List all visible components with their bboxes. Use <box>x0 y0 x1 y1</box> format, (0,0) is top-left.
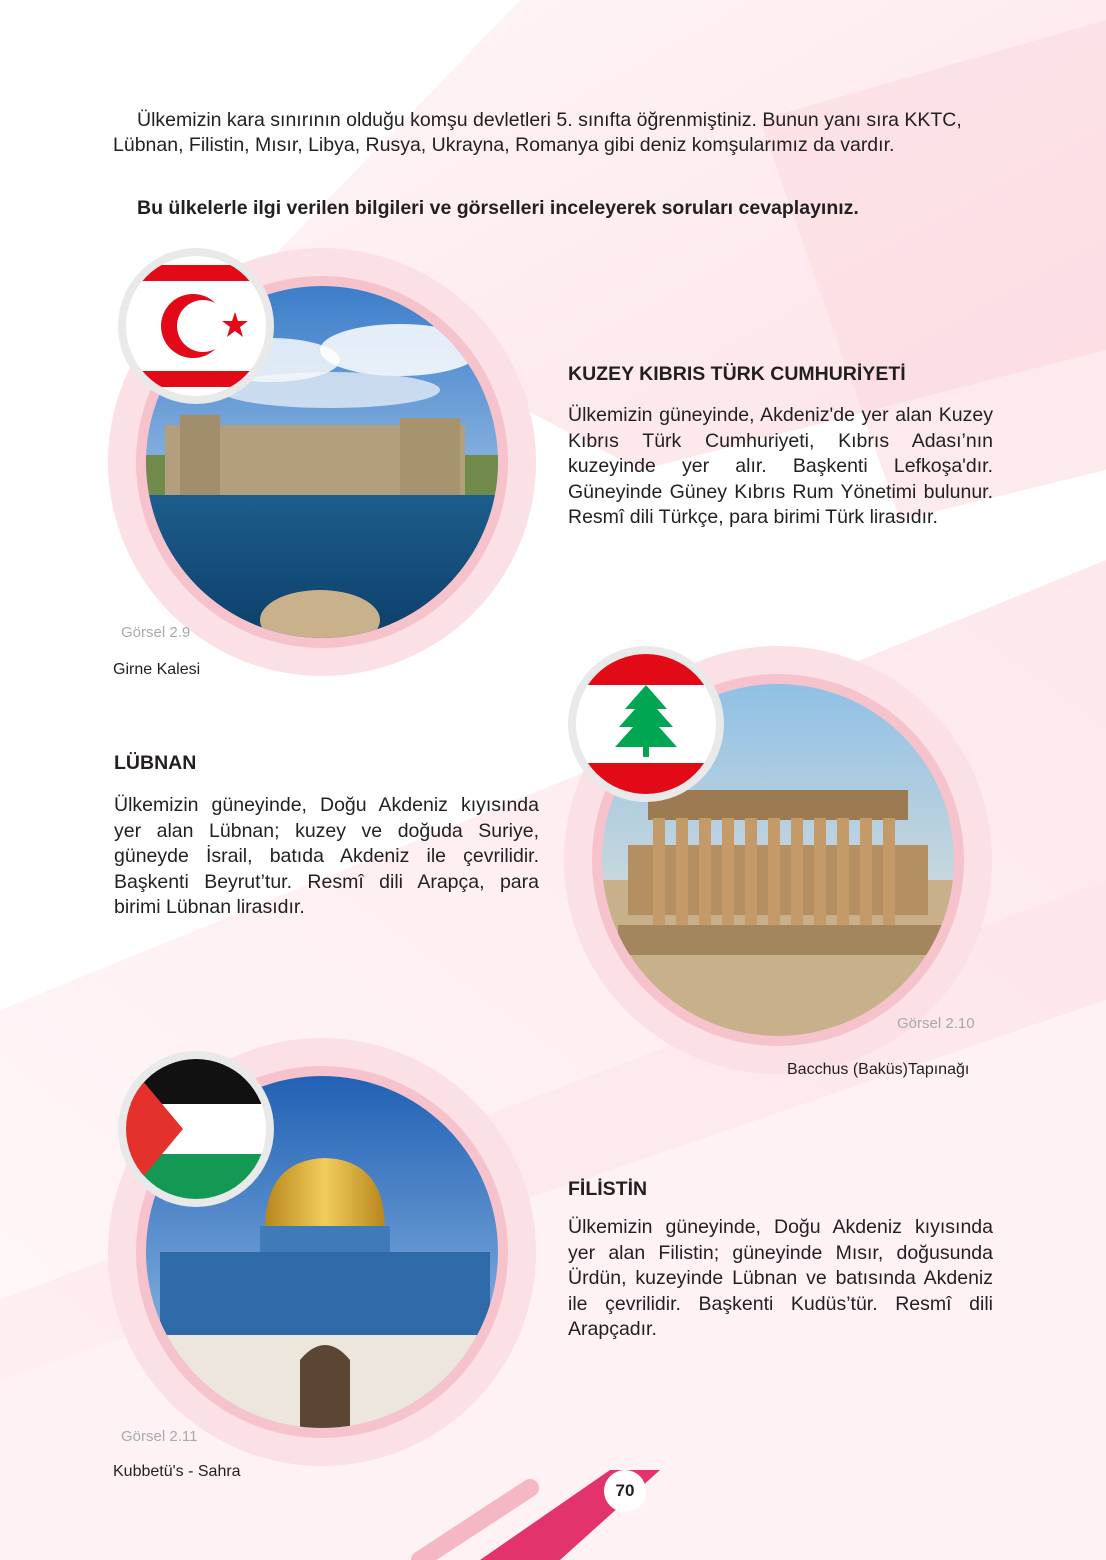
intro-paragraph: Ülkemizin kara sınırının olduğu komşu devletleri 5. sınıfta öğrenmiştiniz. Bunun yanı sıra KKTC, Lübnan, Filistin, Mısır, Libya, Rusya, Ukrayna, Romanya gibi deniz komşularımız da vardır. <box>113 109 962 156</box>
task-instruction: Bu ülkelerle ilgi verilen bilgileri ve görselleri inceleyerek soruları cevaplayınız. <box>137 197 859 219</box>
lubnan-text: Ülkemizin güneyinde, Doğu Akdeniz kıyısında yer alan Lübnan; kuzey ve doğuda Suriye, güneyde İsrail, batıda Akdeniz ile çevrilidir. Başkenti Beyrut’tur. Resmî dili Arapça, para birimi Lübnan lirasıdır. <box>114 794 539 918</box>
filistin-heading: FİLİSTİN <box>568 1178 648 1200</box>
lubnan-heading: LÜBNAN <box>114 752 197 774</box>
filistin-text: Ülkemizin güneyinde, Doğu Akdeniz kıyısında yer alan Filistin; güneyinde Mısır, doğusunda Ürdün, kuzeyinde Lübnan ve batısında Akdeniz ile çevrilidir. Başkenti Kudüs’tür. Resmî dili Arapçadır. <box>568 1216 993 1340</box>
kktc-figure-label: Görsel 2.9 <box>121 624 191 641</box>
kktc-heading: KUZEY KIBRIS TÜRK CUMHURİYETİ <box>568 363 906 385</box>
palestine-flag-icon <box>117 1050 275 1208</box>
lebanon-flag-icon <box>567 645 725 803</box>
kktc-text: Ülkemizin güneyinde, Akdeniz'de yer alan Kuzey Kıbrıs Türk Cumhuriyeti, Kıbrıs Adası’nın kuzeyinde yer alır. Başkenti Lefkoşa'dır. Güneyinde Güney Kıbrıs Rum Yönetimi bulunur. Resmî dili Türkçe, para birimi Türk lirasıdır. <box>568 404 993 528</box>
filistin-figure-label: Görsel 2.11 <box>121 1428 198 1445</box>
filistin-photo-title: Kubbetü's - Sahra <box>113 1463 241 1480</box>
lubnan-figure-label: Görsel 2.10 <box>897 1015 975 1032</box>
lubnan-photo-title: Bacchus (Baküs)Tapınağı <box>787 1061 970 1078</box>
kktc-flag-icon <box>117 247 275 405</box>
page-number: 70 <box>604 1470 646 1512</box>
kktc-photo-title: Girne Kalesi <box>113 661 201 678</box>
